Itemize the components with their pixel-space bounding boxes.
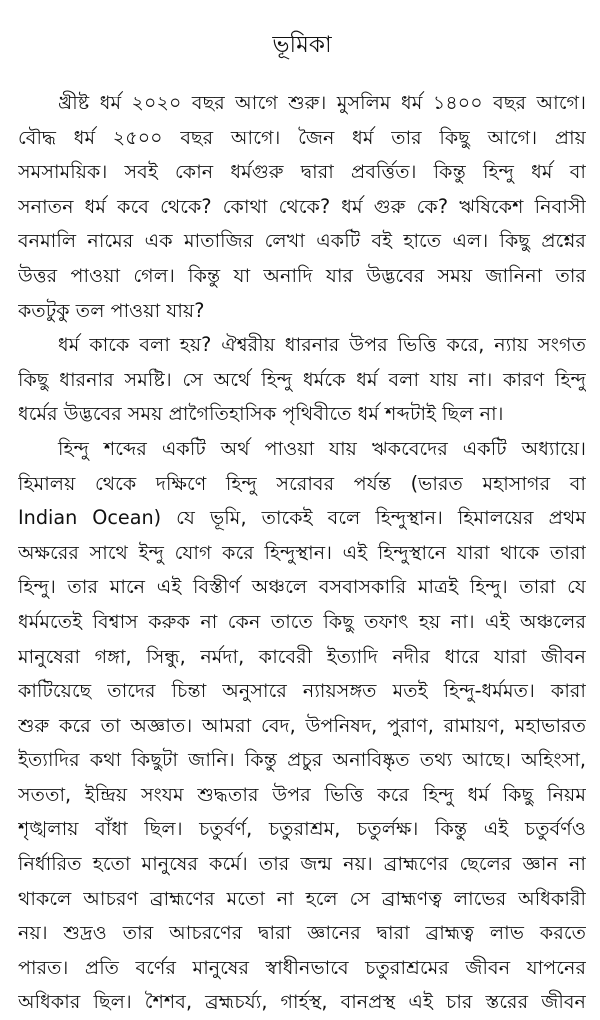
paragraph-line: অধিকার ছিল। শৈশব, ব্রহ্মচর্য্য, গার্হস্থ, বানপ্রস্থ এই চার স্তরের জীবন — [18, 990, 586, 1014]
paragraph-line: সততা, ইন্দ্রিয় সংযম শুদ্ধতার উপর ভিত্তি করে হিন্দু ধর্ম কিছু নিয়ম — [18, 782, 586, 806]
paragraph-line: উত্তর পাওয়া গেল। কিন্তু যা অনাদি যার উদ্ভবের সময় জানিনা তার — [18, 263, 586, 287]
paragraph-line: শুরু করে তা অজ্ঞাত। আমরা বেদ, উপনিষদ, পুরাণ, রামায়ণ, মহাভারত — [18, 713, 586, 737]
paragraph-line: হিমালয় থেকে দক্ষিণে হিন্দু সরোবর পর্যন্ত (ভারত মহাসাগর বা — [18, 471, 586, 495]
paragraph-line: নির্ধারিত হতো মানুষের কর্মে। তার জন্ম নয়। ব্রাহ্মণের ছেলের জ্ঞান না — [18, 852, 586, 876]
paragraph-line: হিন্দু। তার মানে এই বিস্তীর্ণ অঞ্চলে বসবাসকারি মাত্রই হিন্দু। তারা যে — [18, 575, 586, 599]
paragraph-line: খ্রীষ্ট ধর্ম ২০২০ বছর আগে শুরু। মুসলিম ধর্ম ১৪০০ বছর আগে। — [58, 91, 586, 114]
paragraph-line: সনাতন ধর্ম কবে থেকে? কোথা থেকে? ধর্ম গুরু কে? ঋষিকেশ নিবাসী — [18, 194, 586, 218]
paragraph-line: বৌদ্ধ ধর্ম ২৫০০ বছর আগে। জৈন ধর্ম তার কিছু আগে। প্রায় — [18, 125, 586, 149]
paragraph-line: সমসাময়িক। সবই কোন ধর্মগুরু দ্বারা প্রবর্ত্তিত। কিন্তু হিন্দু ধর্ম বা — [18, 160, 586, 184]
paragraph-line: মানুষেরা গঙ্গা, সিন্ধু, নর্মদা, কাবেরী ইত্যাদি নদীর ধারে যারা জীবন — [18, 644, 586, 668]
paragraph-line: শৃঙ্খলায় বাঁধা ছিল। চতুর্বর্ণ, চতুরাশ্রম, চতুর্লক্ষ। কিন্তু এই চতুর্বর্ণও — [18, 817, 586, 841]
paragraph-line: ধর্মের উদ্ভবের সময় প্রাগৈতিহাসিক পৃথিবীতে ধর্ম শব্দটাই ছিল না। — [18, 402, 504, 426]
paragraph-line: নয়। শুদ্রও তার আচরণের দ্বারা জ্ঞানের দ্বারা ব্রাহ্মত্ব লাভ করতে — [18, 921, 586, 945]
paragraph-line: অক্ষরের সাথে ইন্দু যোগ করে হিন্দুস্থান। এই হিন্দুস্থানে যারা থাকে তারা — [18, 540, 586, 564]
paragraph-line: কিছু ধারনার সমষ্টি। সে অর্থে হিন্দু ধর্মকে ধর্ম বলা যায় না। কারণ হিন্দু — [18, 367, 586, 391]
paragraph-3 — [18, 432, 586, 1020]
paragraph-1 — [18, 86, 586, 328]
paragraph-line: হিন্দু শব্দের একটি অর্থ পাওয়া যায় ঋকবেদের একটি অধ্যায়ে। — [58, 436, 586, 460]
paragraph-line: থাকলে আচরণ ব্রাহ্মণের মতো না হলে সে ব্রাহ্মণত্ব লাভের অধিকারী — [18, 886, 586, 910]
paragraph-line: Indian Ocean) যে ভূমি, তাকেই বলে হিন্দুস্থান। হিমালয়ের প্রথম — [18, 506, 586, 530]
paragraph-2 — [18, 328, 586, 432]
paragraph-line: ধর্ম কাকে বলা হয়? ঐশ্বরীয় ধারনার উপর ভিত্তি করে, ন্যায় সংগত — [58, 333, 586, 357]
paragraph-line: ধর্মমতেই বিশ্বাস করুক না কেন তাতে কিছু তফাৎ হয় না। এই অঞ্চলের — [18, 609, 586, 633]
paragraph-line: কাটিয়েছে তাদের চিন্তা অনুসারে ন্যায়সঙ্গত মতই হিন্দু-ধর্মমত। কারা — [18, 679, 586, 703]
page-title: ভূমিকা — [272, 32, 332, 58]
paragraph-line: কতটুকু তল পাওয়া যায়? — [18, 298, 205, 322]
paragraph-line: ইত্যাদির কথা কিছুটা জানি। কিন্তু প্রচুর অনাবিষ্কৃত তথ্য আছে। অহিংসা, — [18, 748, 586, 772]
paragraph-line: পারত। প্রতি বর্ণের মানুষের স্বাধীনভাবে চতুরাশ্রমের জীবন যাপনের — [18, 955, 586, 979]
paragraph-line: বনমালি নামের এক মাতাজির লেখা একটি বই হাতে এল। কিছু প্রশ্নের — [18, 229, 586, 253]
